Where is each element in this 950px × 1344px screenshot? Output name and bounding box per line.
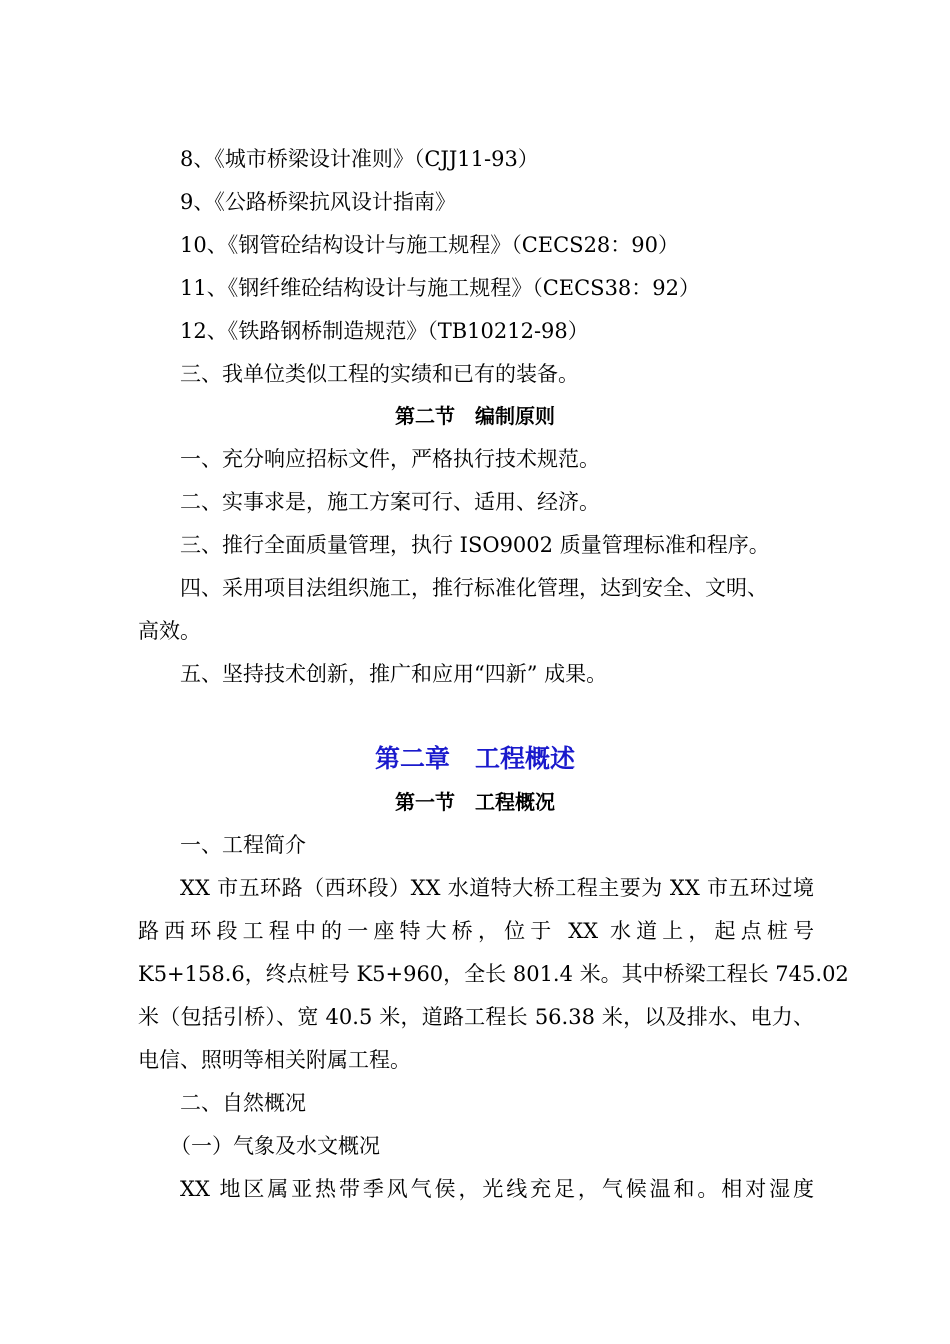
list-item: 8、《城市桥梁设计准则》（CJJ11-93）: [180, 147, 539, 171]
paragraph-line: K5+158.6，终点桩号 K5+960，全长 801.4 米。其中桥梁工程长 745.02: [138, 962, 849, 986]
chapter-title: 第二章 工程概述: [374, 744, 575, 773]
principle-item: 五、坚持技术创新，推广和应用“四新” 成果。: [180, 662, 608, 686]
subsection-heading: （一）气象及水文概况: [170, 1134, 380, 1158]
subsection-heading: 一、工程简介: [180, 833, 306, 857]
list-item: 11、《钢纤维砼结构设计与施工规程》（CECS38：92）: [180, 276, 701, 300]
section-heading: 第一节 工程概况: [395, 790, 555, 814]
paragraph-line: XX 市五环路（西环段）XX 水道特大桥工程主要为 XX 市五环过境: [180, 876, 814, 900]
list-item: 10、《钢管砼结构设计与施工规程》（CECS28：90）: [180, 233, 680, 257]
principle-item-continuation: 高效。: [138, 619, 201, 643]
principle-item: 一、充分响应招标文件，严格执行技术规范。: [180, 447, 600, 471]
principle-item: 三、推行全面质量管理，执行 ISO9002 质量管理标准和程序。: [180, 533, 770, 557]
list-item: 9、《公路桥梁抗风设计指南》: [180, 190, 456, 214]
principle-item: 二、实事求是，施工方案可行、适用、经济。: [180, 490, 600, 514]
list-item: 三、我单位类似工程的实绩和已有的装备。: [180, 362, 579, 386]
subsection-heading: 二、自然概况: [180, 1091, 306, 1115]
section-heading: 第二节 编制原则: [395, 404, 555, 428]
paragraph-line: 路西环段工程中的一座特大桥，位于 XX 水道上，起点桩号: [138, 919, 814, 943]
paragraph-line: 米（包括引桥）、宽 40.5 米，道路工程长 56.38 米，以及排水、电力、: [138, 1005, 814, 1029]
list-item: 12、《铁路钢桥制造规范》（TB10212-98）: [180, 319, 589, 343]
paragraph-line: XX 地区属亚热带季风气侯，光线充足，气候温和。相对湿度: [180, 1177, 814, 1201]
paragraph-line: 电信、照明等相关附属工程。: [138, 1048, 411, 1072]
principle-item: 四、采用项目法组织施工，推行标准化管理，达到安全、文明、: [180, 576, 768, 600]
